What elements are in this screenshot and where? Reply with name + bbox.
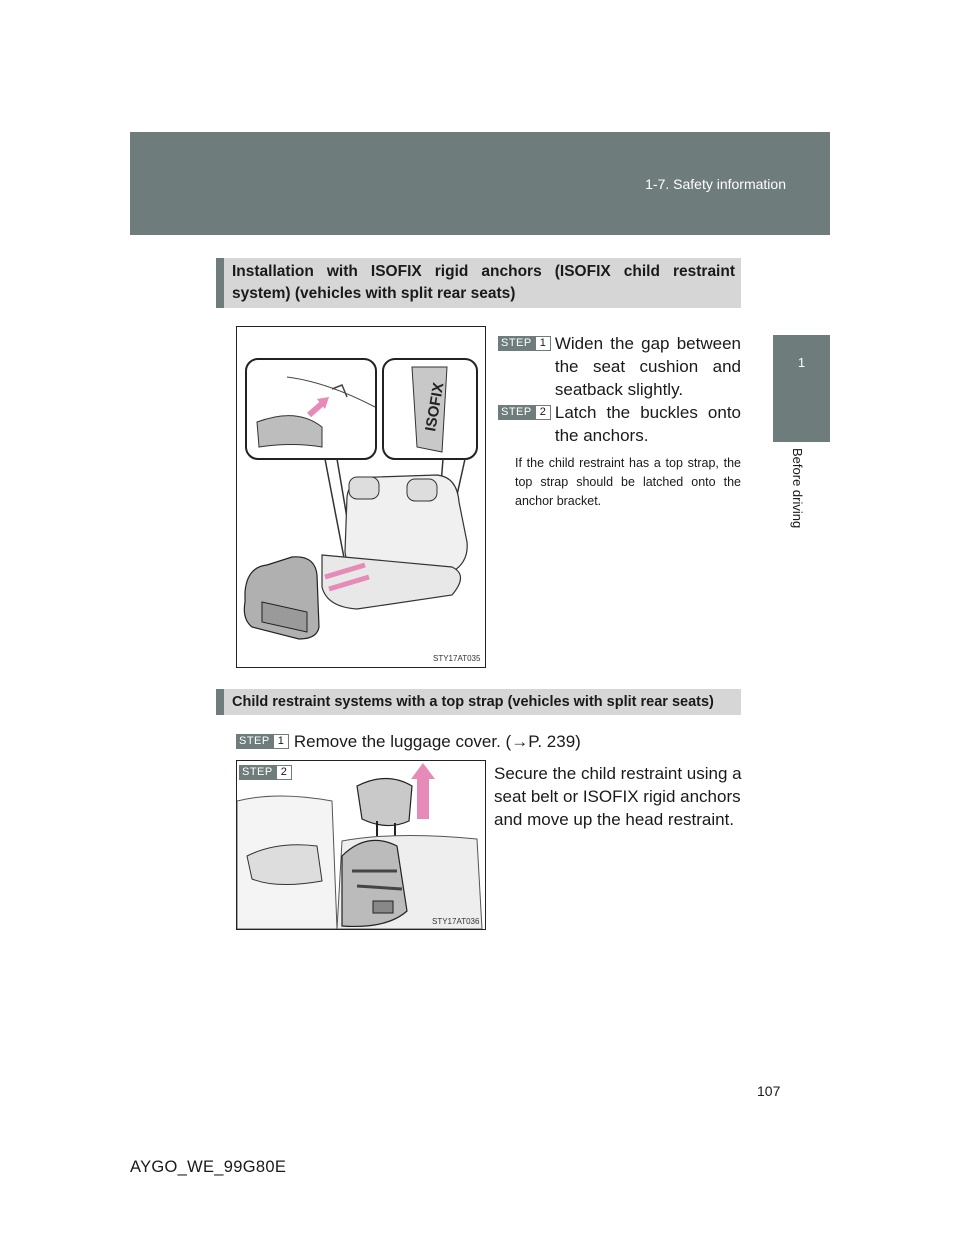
arrow-head-icon [411, 763, 435, 779]
step1-text: Widen the gap between the seat cushion and seatback slightly. [554, 334, 741, 399]
document-code: AYGO_WE_99G80E [130, 1158, 287, 1176]
step-note: If the child restraint has a top strap, the top strap should be latched onto the anchor bracket. [515, 456, 741, 508]
top-strap-illustration [237, 761, 485, 929]
step1-item [498, 336, 741, 401]
isofix-figure [236, 326, 486, 668]
step-badge: STEP 2 [239, 765, 292, 780]
step2-text: Latch the buckles onto the anchors. [554, 403, 741, 445]
step-badge: STEP 1 [236, 734, 289, 749]
page-number: 107 [757, 1083, 781, 1099]
step-badge: STEP 2 [498, 405, 551, 420]
callout-line [325, 459, 345, 563]
step2-item [498, 405, 741, 447]
head-restraint [357, 779, 412, 826]
header-band [130, 132, 830, 235]
section1-heading: Installation with ISOFIX rigid anchors (ISOFIX child restraint system) (vehicles with split rear seats) [216, 258, 741, 308]
top-strap-figure [236, 760, 486, 930]
buckle [373, 901, 393, 913]
section-title: 1-7. Safety information [645, 176, 786, 192]
child-seat [342, 840, 407, 926]
door-handle [247, 845, 322, 885]
chapter-label: Before driving [790, 448, 805, 529]
chapter-number: 1 [797, 355, 806, 370]
figure-code: STY17AT035 [433, 654, 481, 663]
isofix-label: ISOFIX [422, 381, 448, 433]
figure-code: STY17AT036 [432, 917, 480, 926]
s2-step2-text: Secure the child restraint using a seat belt or ISOFIX rigid anchors and move up the head restraint. [494, 764, 742, 829]
s2-step1-item [236, 730, 581, 753]
buckle-shape [257, 416, 322, 447]
headrest-left [349, 477, 379, 499]
step-badge: STEP 1 [498, 336, 551, 351]
chapter-tab [773, 335, 830, 442]
s2-step1-text: Remove the luggage cover. (→P. 239) [293, 732, 581, 751]
section2-heading: Child restraint systems with a top strap (vehicles with split rear seats) [216, 689, 741, 715]
isofix-illustration [237, 327, 485, 667]
headrest-right [407, 479, 437, 501]
